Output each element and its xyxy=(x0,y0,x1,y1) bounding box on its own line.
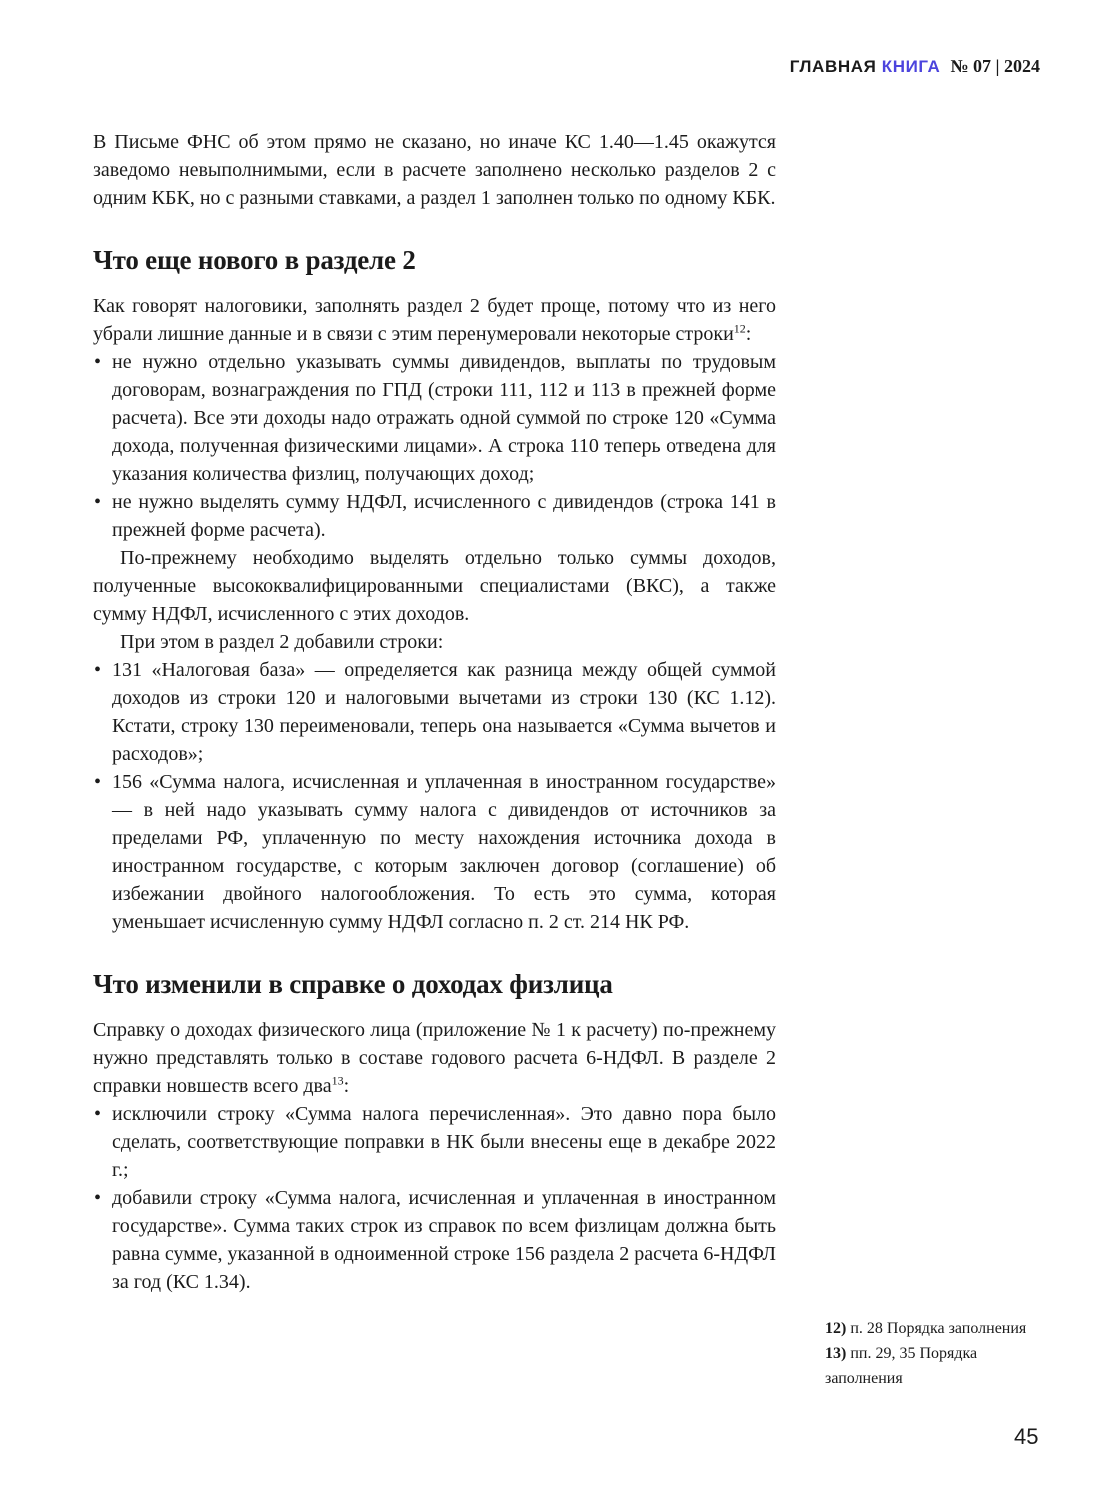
section-1-heading: Что еще нового в разделе 2 xyxy=(93,245,416,275)
bullet-list-removed-rows xyxy=(93,348,776,544)
list-item: • не нужно выделять сумму НДФЛ, исчисленного с дивидендов (строка 141 в прежней форме расчета). xyxy=(93,488,776,544)
footnote-text: п. 28 Порядка заполнения xyxy=(846,1320,1027,1337)
footnote-ref-12: 12 xyxy=(733,321,746,336)
issue-label: № 07 | 2024 xyxy=(950,56,1040,76)
list-item: • 131 «Налоговая база» — определяется как разница между общей суммой доходов из строки 120 и налоговыми вычетами из строки 130 (КС 1.12). Кстати, строку 130 переименовали, теперь она называется «Сумма вычетов и расходов»; xyxy=(93,656,776,768)
bullet-list-certificate-changes xyxy=(93,1100,776,1296)
footnote-ref-13: 13 xyxy=(331,1073,344,1088)
footnote-item xyxy=(825,1316,1043,1341)
brand-name-accent: КНИГА xyxy=(881,57,941,76)
paragraph-added-intro: При этом в раздел 2 добавили строки: xyxy=(120,631,444,653)
section-2-heading: Что изменили в справке о доходах физлица xyxy=(93,969,613,999)
footnote-number: 12) xyxy=(825,1320,847,1337)
section-2-lead-text: Справку о доходах физического лица (приложение № 1 к расчету) по-прежнему нужно представлять только в составе годового расчета 6-НДФЛ. В разделе 2 справки новшеств всего два xyxy=(93,1019,776,1097)
article-column xyxy=(93,128,776,1296)
page-number: 45 xyxy=(1014,1424,1039,1449)
running-head xyxy=(790,56,1040,77)
section-2-lead-tail: : xyxy=(343,1075,350,1097)
footnote-number: 13) xyxy=(825,1345,847,1362)
list-item: • исключили строку «Сумма налога перечисленная». Это давно пора было сделать, соответствующие поправки в НК были внесены еще в декабре 2022 г.; xyxy=(93,1100,776,1184)
list-item: • 156 «Сумма налога, исчисленная и уплаченная в иностранном государстве» — в ней надо указывать сумму налога с дивидендов от источников за пределами РФ, уплаченную по месту нахождения источника дохода в иностранном государстве, с которым заключен договор (соглашение) об избежании двойного налогообложения. То есть это сумма, которая уменьшает исчисленную сумму НДФЛ согласно п. 2 ст. 214 НК РФ. xyxy=(93,768,776,936)
list-item: • не нужно отдельно указывать суммы дивидендов, выплаты по трудовым договорам, вознаграждения по ГПД (строки 111, 112 и 113 в прежней форме расчета). Все эти доходы надо отражать одной суммой по строке 120 «Сумма дохода, полученная физическими лицами». А строка 110 теперь отведена для указания количества физлиц, получающих доход; xyxy=(93,348,776,488)
footnote-text: пп. 29, 35 Порядка заполнения xyxy=(825,1345,978,1387)
intro-paragraph: В Письме ФНС об этом прямо не сказано, но иначе КС 1.40—1.45 окажутся заведомо невыполнимыми, если в расчете заполнено несколько разделов 2 с одним КБК, но с разными ставками, а раздел 1 заполнен только по одному КБК. xyxy=(93,131,776,209)
section-1-lead-tail: : xyxy=(745,323,752,345)
bullet-list-added-rows xyxy=(93,656,776,936)
brand-name-first: ГЛАВНАЯ xyxy=(789,57,877,76)
section-1-lead-text: Как говорят налоговики, заполнять раздел 2 будет проще, потому что из него убрали лишние данные и в связи с этим перенумеровали некоторые строки xyxy=(93,295,776,345)
section-1-lead xyxy=(93,292,776,348)
footnote-item xyxy=(825,1341,1043,1391)
footnotes xyxy=(825,1316,1043,1391)
list-item: • добавили строку «Сумма налога, исчисленная и уплаченная в иностранном государстве». Сумма таких строк из справок по всем физлицам должна быть равна сумме, указанной в одноименной строке 156 раздела 2 расчета 6-НДФЛ за год (КС 1.34). xyxy=(93,1184,776,1296)
paragraph-vks: По-прежнему необходимо выделять отдельно только суммы доходов, полученные высококвалифицированными специалистами (ВКС), а также сумму НДФЛ, исчисленного с этих доходов. xyxy=(93,547,776,625)
section-2-lead xyxy=(93,1016,776,1100)
